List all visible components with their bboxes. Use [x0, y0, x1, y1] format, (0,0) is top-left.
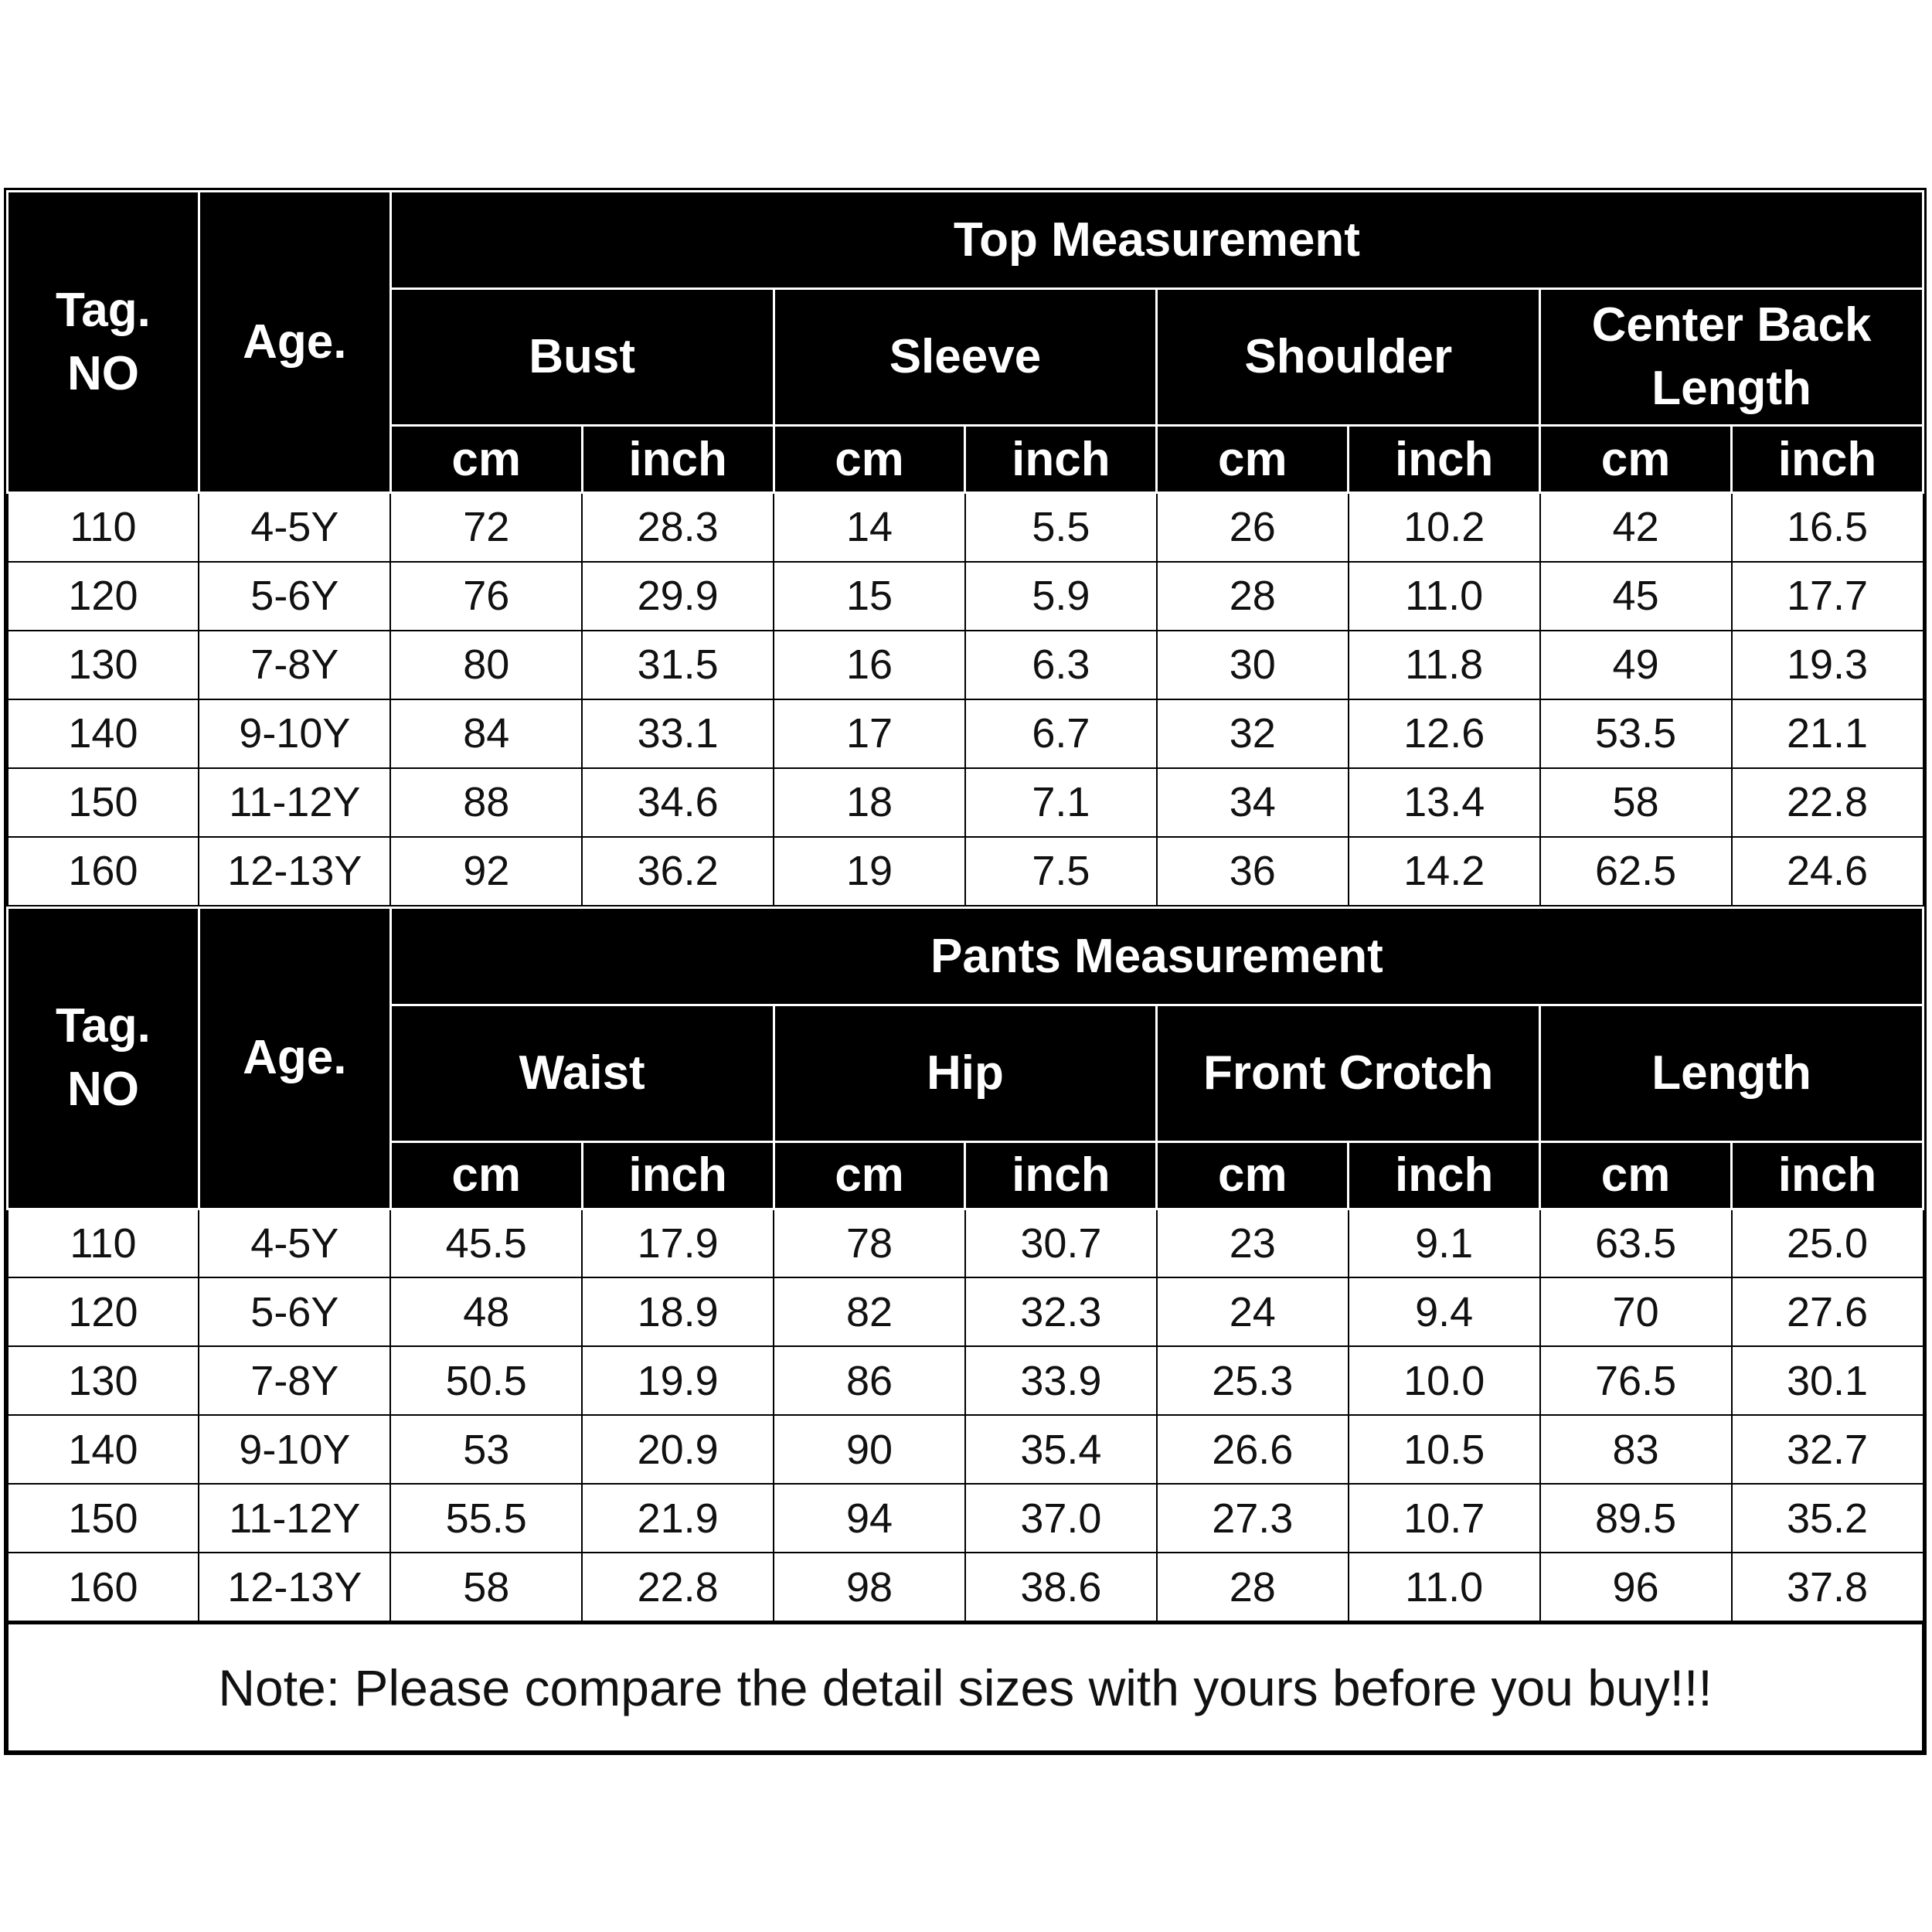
table-cell: 31.5 — [582, 631, 774, 699]
unit-header: cm — [390, 1141, 582, 1209]
table-row — [8, 1553, 1923, 1621]
table-cell: 11.8 — [1349, 631, 1540, 699]
table-cell: 35.4 — [965, 1415, 1157, 1484]
table-cell: 12-13Y — [199, 837, 390, 906]
table-cell: 90 — [774, 1415, 965, 1484]
table-title: Top Measurement — [390, 192, 1923, 289]
age-header: Age. — [199, 907, 390, 1209]
table-row — [8, 699, 1923, 768]
table-cell: 89.5 — [1540, 1484, 1732, 1553]
table-cell: 28 — [1157, 562, 1349, 631]
table-cell: 45 — [1540, 562, 1732, 631]
unit-header: cm — [1157, 426, 1349, 493]
table-cell: 19.9 — [582, 1346, 774, 1415]
table-cell: 45.5 — [390, 1209, 582, 1277]
measurement-table — [6, 190, 1924, 906]
table-cell: 11.0 — [1349, 1553, 1540, 1621]
table-cell: 63.5 — [1540, 1209, 1732, 1277]
table-cell: 32 — [1157, 699, 1349, 768]
table-cell: 29.9 — [582, 562, 774, 631]
table-cell: 35.2 — [1732, 1484, 1923, 1553]
table-cell: 140 — [8, 1415, 199, 1484]
table-cell: 7.5 — [965, 837, 1157, 906]
unit-header: cm — [1540, 1141, 1732, 1209]
table-cell: 49 — [1540, 631, 1732, 699]
table-title: Pants Measurement — [390, 907, 1923, 1005]
unit-header: cm — [390, 426, 582, 493]
table-cell: 78 — [774, 1209, 965, 1277]
table-cell: 22.8 — [1732, 768, 1923, 837]
table-cell: 110 — [8, 1209, 199, 1277]
table-cell: 82 — [774, 1277, 965, 1346]
group-header: Length — [1540, 1005, 1923, 1141]
table-cell: 19 — [774, 837, 965, 906]
table-cell: 27.3 — [1157, 1484, 1349, 1553]
table-cell: 22.8 — [582, 1553, 774, 1621]
group-header: Shoulder — [1157, 289, 1540, 426]
table-row — [8, 1484, 1923, 1553]
table-cell: 32.3 — [965, 1277, 1157, 1346]
table-cell: 34.6 — [582, 768, 774, 837]
size-tables — [6, 190, 1924, 1622]
group-header: Bust — [390, 289, 774, 426]
group-header: Hip — [774, 1005, 1157, 1141]
unit-header: inch — [582, 1141, 774, 1209]
table-cell: 160 — [8, 1553, 199, 1621]
table-cell: 6.7 — [965, 699, 1157, 768]
table-cell: 4-5Y — [199, 1209, 390, 1277]
table-cell: 72 — [390, 493, 582, 562]
table-cell: 10.5 — [1349, 1415, 1540, 1484]
table-cell: 120 — [8, 1277, 199, 1346]
unit-header: inch — [1732, 1141, 1923, 1209]
table-cell: 130 — [8, 1346, 199, 1415]
table-cell: 21.1 — [1732, 699, 1923, 768]
table-cell: 37.8 — [1732, 1553, 1923, 1621]
table-cell: 11-12Y — [199, 768, 390, 837]
table-cell: 32.7 — [1732, 1415, 1923, 1484]
table-cell: 53.5 — [1540, 699, 1732, 768]
unit-header: inch — [965, 426, 1157, 493]
table-cell: 48 — [390, 1277, 582, 1346]
table-cell: 9-10Y — [199, 699, 390, 768]
table-row — [8, 837, 1923, 906]
table-cell: 10.7 — [1349, 1484, 1540, 1553]
table-cell: 58 — [1540, 768, 1732, 837]
table-cell: 83 — [1540, 1415, 1732, 1484]
table-cell: 18 — [774, 768, 965, 837]
size-chart — [4, 188, 1927, 1755]
title-row — [8, 192, 1923, 289]
table-cell: 17 — [774, 699, 965, 768]
note-text: Note: Please compare the detail sizes with yours before you buy!!! — [6, 1622, 1924, 1753]
unit-header: inch — [1349, 1141, 1540, 1209]
table-row — [8, 1415, 1923, 1484]
group-header: Sleeve — [774, 289, 1157, 426]
tag-no-header: Tag. NO — [8, 907, 199, 1209]
table-cell: 37.0 — [965, 1484, 1157, 1553]
table-cell: 34 — [1157, 768, 1349, 837]
table-cell: 7-8Y — [199, 631, 390, 699]
table-cell: 30 — [1157, 631, 1349, 699]
table-row — [8, 1209, 1923, 1277]
table-cell: 5-6Y — [199, 1277, 390, 1346]
table-cell: 4-5Y — [199, 493, 390, 562]
table-cell: 42 — [1540, 493, 1732, 562]
table-cell: 150 — [8, 1484, 199, 1553]
table-cell: 11-12Y — [199, 1484, 390, 1553]
table-cell: 58 — [390, 1553, 582, 1621]
table-cell: 6.3 — [965, 631, 1157, 699]
table-cell: 7-8Y — [199, 1346, 390, 1415]
table-cell: 27.6 — [1732, 1277, 1923, 1346]
table-cell: 88 — [390, 768, 582, 837]
table-cell: 17.7 — [1732, 562, 1923, 631]
table-cell: 10.0 — [1349, 1346, 1540, 1415]
table-cell: 53 — [390, 1415, 582, 1484]
table-cell: 9.1 — [1349, 1209, 1540, 1277]
unit-header: cm — [774, 426, 965, 493]
table-cell: 9.4 — [1349, 1277, 1540, 1346]
group-header: Front Crotch — [1157, 1005, 1540, 1141]
table-row — [8, 1277, 1923, 1346]
table-cell: 14 — [774, 493, 965, 562]
table-cell: 86 — [774, 1346, 965, 1415]
table-row — [8, 493, 1923, 562]
unit-header: cm — [1540, 426, 1732, 493]
table-cell: 150 — [8, 768, 199, 837]
table-cell: 25.3 — [1157, 1346, 1349, 1415]
table-cell: 33.1 — [582, 699, 774, 768]
table-cell: 140 — [8, 699, 199, 768]
table-cell: 12-13Y — [199, 1553, 390, 1621]
table-cell: 13.4 — [1349, 768, 1540, 837]
unit-header: inch — [1732, 426, 1923, 493]
table-cell: 98 — [774, 1553, 965, 1621]
table-cell: 7.1 — [965, 768, 1157, 837]
table-cell: 18.9 — [582, 1277, 774, 1346]
group-header: Center Back Length — [1540, 289, 1923, 426]
table-cell: 70 — [1540, 1277, 1732, 1346]
table-cell: 110 — [8, 493, 199, 562]
table-row — [8, 562, 1923, 631]
table-cell: 130 — [8, 631, 199, 699]
unit-header: inch — [1349, 426, 1540, 493]
table-cell: 84 — [390, 699, 582, 768]
unit-header: inch — [582, 426, 774, 493]
table-cell: 5.9 — [965, 562, 1157, 631]
table-cell: 17.9 — [582, 1209, 774, 1277]
table-cell: 26.6 — [1157, 1415, 1349, 1484]
tag-no-header: Tag. NO — [8, 192, 199, 493]
table-cell: 92 — [390, 837, 582, 906]
table-cell: 28.3 — [582, 493, 774, 562]
table-cell: 120 — [8, 562, 199, 631]
table-cell: 5.5 — [965, 493, 1157, 562]
table-cell: 16 — [774, 631, 965, 699]
table-cell: 38.6 — [965, 1553, 1157, 1621]
table-row — [8, 1346, 1923, 1415]
table-cell: 16.5 — [1732, 493, 1923, 562]
table-cell: 26 — [1157, 493, 1349, 562]
table-cell: 50.5 — [390, 1346, 582, 1415]
table-cell: 9-10Y — [199, 1415, 390, 1484]
table-cell: 55.5 — [390, 1484, 582, 1553]
table-cell: 10.2 — [1349, 493, 1540, 562]
group-header: Waist — [390, 1005, 774, 1141]
table-cell: 160 — [8, 837, 199, 906]
table-cell: 20.9 — [582, 1415, 774, 1484]
unit-header: cm — [774, 1141, 965, 1209]
age-header: Age. — [199, 192, 390, 493]
table-cell: 96 — [1540, 1553, 1732, 1621]
table-cell: 76 — [390, 562, 582, 631]
measurement-table — [6, 906, 1924, 1623]
table-row — [8, 631, 1923, 699]
table-cell: 76.5 — [1540, 1346, 1732, 1415]
table-cell: 19.3 — [1732, 631, 1923, 699]
table-cell: 62.5 — [1540, 837, 1732, 906]
table-cell: 25.0 — [1732, 1209, 1923, 1277]
table-cell: 15 — [774, 562, 965, 631]
title-row — [8, 907, 1923, 1005]
table-cell: 80 — [390, 631, 582, 699]
table-cell: 30.7 — [965, 1209, 1157, 1277]
table-cell: 24.6 — [1732, 837, 1923, 906]
table-cell: 21.9 — [582, 1484, 774, 1553]
unit-header: cm — [1157, 1141, 1349, 1209]
table-cell: 28 — [1157, 1553, 1349, 1621]
table-cell: 30.1 — [1732, 1346, 1923, 1415]
table-row — [8, 768, 1923, 837]
table-cell: 11.0 — [1349, 562, 1540, 631]
unit-header: inch — [965, 1141, 1157, 1209]
table-cell: 36 — [1157, 837, 1349, 906]
table-cell: 14.2 — [1349, 837, 1540, 906]
table-cell: 5-6Y — [199, 562, 390, 631]
table-cell: 23 — [1157, 1209, 1349, 1277]
table-cell: 36.2 — [582, 837, 774, 906]
table-cell: 12.6 — [1349, 699, 1540, 768]
table-cell: 24 — [1157, 1277, 1349, 1346]
table-cell: 94 — [774, 1484, 965, 1553]
table-cell: 33.9 — [965, 1346, 1157, 1415]
